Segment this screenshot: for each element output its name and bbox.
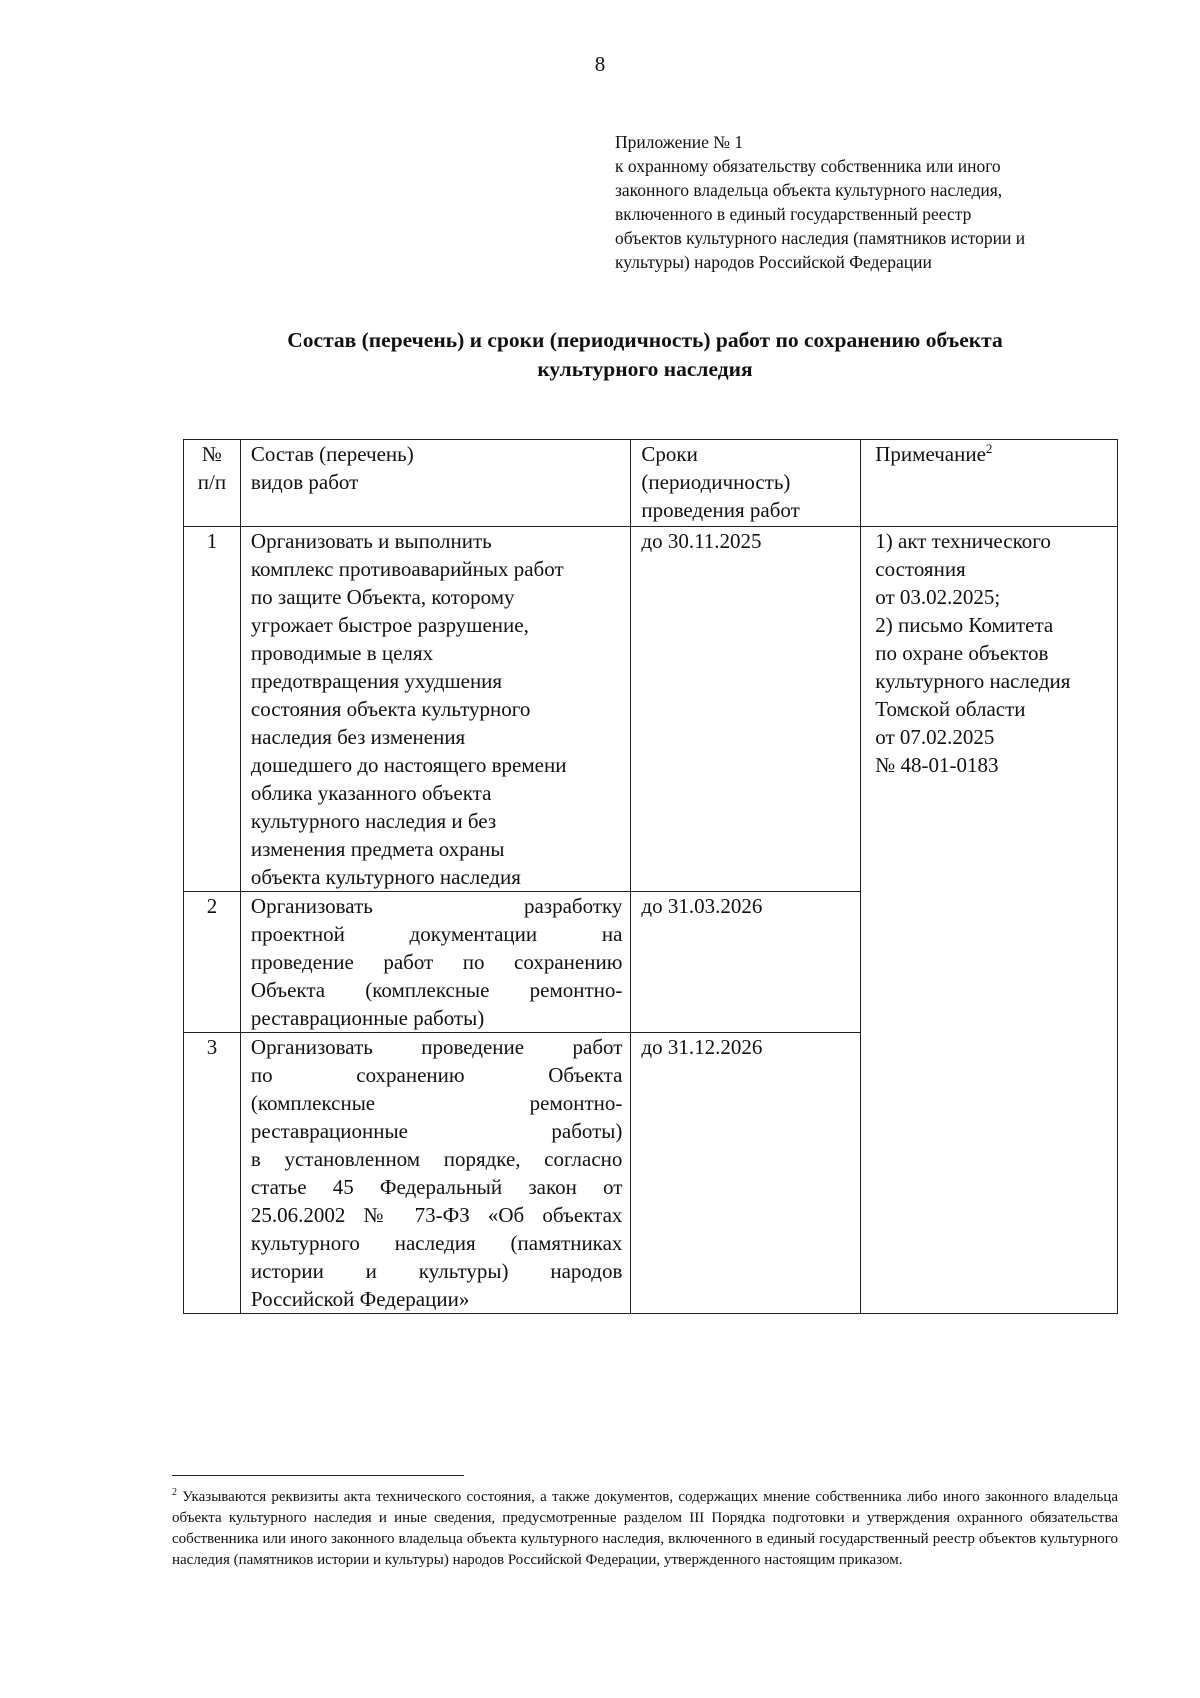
- note-line: № 48-01-0183: [875, 753, 999, 777]
- appendix-line: включенного в единый государственный реестр: [615, 204, 972, 224]
- header-text: Сроки: [641, 442, 698, 466]
- note-line: состояния: [875, 557, 966, 581]
- header-note: [861, 440, 1118, 527]
- footnote-divider: [172, 1475, 464, 1476]
- works-line: проектной документации на: [250, 922, 623, 946]
- works-table: [183, 439, 1118, 1314]
- row-works: [240, 527, 631, 892]
- works-line: Объекта (комплексные ремонтно-: [250, 978, 623, 1002]
- document-title: [150, 326, 1140, 384]
- header-text: Примечание: [875, 442, 986, 466]
- row-number: 1: [184, 527, 241, 892]
- works-line: облика указанного объекта: [250, 781, 492, 805]
- works-line: проводимые в целях: [250, 641, 434, 665]
- note-cell: [861, 527, 1118, 1314]
- header-text: видов работ: [250, 470, 359, 494]
- works-line: Организовать разработку: [250, 894, 623, 918]
- works-line: комплекс противоаварийных работ: [250, 557, 564, 581]
- page-number: 8: [594, 52, 606, 76]
- works-line: статье 45 Федеральный закон от: [250, 1175, 623, 1199]
- header-text: Состав (перечень): [250, 442, 414, 466]
- works-line: дошедшего до настоящего времени: [250, 753, 567, 777]
- title-line: Состав (перечень) и сроки (периодичность) работ по сохранению объекта: [287, 328, 1003, 352]
- row-term: до 30.11.2025: [631, 527, 861, 892]
- note-line: 1) акт технического: [875, 529, 1051, 553]
- works-line: изменения предмета охраны: [250, 837, 505, 861]
- works-line: реставрационные работы): [250, 1006, 485, 1030]
- row-term: до 31.03.2026: [631, 892, 861, 1033]
- header-terms: [631, 440, 861, 527]
- appendix-line: культуры) народов Российской Федерации: [615, 252, 932, 272]
- header-text: проведения работ: [641, 498, 800, 522]
- title-line: культурного наследия: [537, 357, 753, 381]
- header-text: №: [201, 442, 222, 466]
- appendix-line: законного владельца объекта культурного наследия,: [615, 180, 1003, 200]
- header-text: (периодичность): [641, 470, 791, 494]
- works-line: в установленном порядке, согласно: [250, 1147, 623, 1171]
- works-line: состояния объекта культурного: [250, 697, 531, 721]
- row-term: до 31.12.2026: [631, 1033, 861, 1314]
- works-line: культурного наследия и без: [250, 809, 497, 833]
- works-line: угрожает быстрое разрушение,: [250, 613, 529, 637]
- works-line: по защите Объекта, которому: [250, 585, 515, 609]
- row-works: [240, 892, 631, 1033]
- works-line: Организовать и выполнить: [250, 529, 492, 553]
- note-line: 2) письмо Комитета: [875, 613, 1054, 637]
- footnote-text: Указываются реквизиты акта технического состояния, а также документов, содержащих мнение собственника либо иного законного владельца объекта культурного наследия и иные сведения, предусмотренные разделом III Порядка подготовки и утверждения охранного обязательства собственника или иного законного владельца объекта культурного наследия, включенного в единый государственный реестр объектов культурного наследия (памятников истории и культуры) народов Российской Федерации, утвержденного настоящим приказом.: [172, 1489, 1118, 1568]
- note-line: от 07.02.2025: [875, 725, 995, 749]
- appendix-line: к охранному обязательству собственника или иного: [615, 156, 1001, 176]
- appendix-header: [615, 130, 1135, 274]
- works-line: объекта культурного наследия: [250, 865, 521, 889]
- header-works: [240, 440, 631, 527]
- note-line: Томской области: [875, 697, 1026, 721]
- works-line: истории и культуры) народов: [250, 1259, 623, 1283]
- works-line: 25.06.2002 № 73-ФЗ «Об объектах: [250, 1203, 623, 1227]
- row-works: [240, 1033, 631, 1314]
- footnote-marker: 2: [172, 1487, 177, 1498]
- works-line: реставрационные работы): [250, 1119, 623, 1143]
- note-line: от 03.02.2025;: [875, 585, 1001, 609]
- footnote-ref: 2: [985, 441, 993, 456]
- works-line: Российской Федерации»: [250, 1287, 470, 1311]
- table-row: [184, 527, 1118, 892]
- works-line: проведение работ по сохранению: [250, 950, 623, 974]
- works-line: культурного наследия (памятниках: [250, 1231, 623, 1255]
- note-line: по охране объектов: [875, 641, 1049, 665]
- row-number: 2: [184, 892, 241, 1033]
- header-number: [184, 440, 241, 527]
- header-text: п/п: [197, 470, 227, 494]
- works-line: предотвращения ухудшения: [250, 669, 503, 693]
- table-header-row: [184, 440, 1118, 527]
- row-number: 3: [184, 1033, 241, 1314]
- appendix-line: Приложение № 1: [615, 132, 744, 152]
- works-line: Организовать проведение работ: [250, 1035, 623, 1059]
- appendix-line: объектов культурного наследия (памятников истории и: [615, 228, 1026, 248]
- note-line: культурного наследия: [875, 669, 1071, 693]
- works-line: наследия без изменения: [250, 725, 466, 749]
- works-line: (комплексные ремонтно-: [250, 1091, 623, 1115]
- works-line: по сохранению Объекта: [250, 1063, 623, 1087]
- footnote: [172, 1487, 1118, 1571]
